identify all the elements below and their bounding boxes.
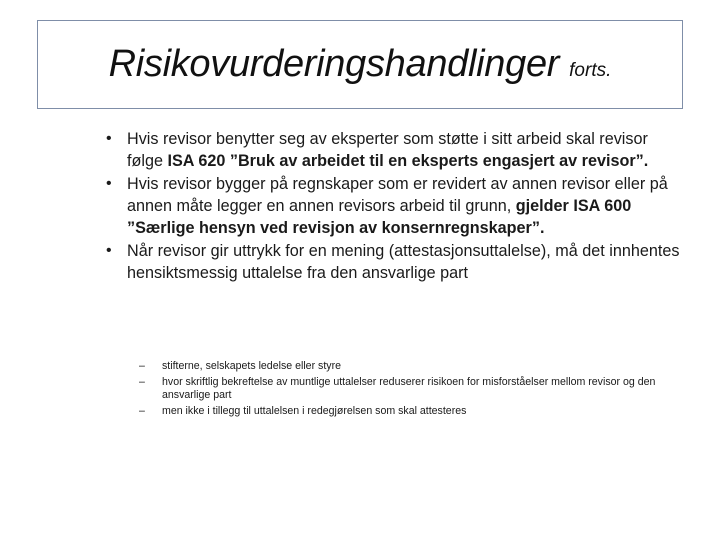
bullet-mark: •: [106, 242, 112, 259]
slide-title: Risikovurderingshandlinger: [108, 43, 560, 85]
title-box: [37, 20, 683, 109]
sub-item-text: stifterne, selskapets ledelse eller styre: [162, 360, 341, 372]
bullet-item: [106, 173, 686, 239]
bullet-list: [106, 128, 686, 285]
bullet-mark: •: [106, 130, 112, 147]
bullet-text: Når revisor gir uttrykk for en mening (attestasjonsuttalelse), må det innhentes hensiktsmessig uttalelse fra den ansvarlige part: [127, 242, 680, 282]
sub-item: [139, 405, 699, 418]
dash-mark: –: [139, 360, 145, 372]
bullet-item: [106, 240, 686, 284]
sub-item: [139, 360, 699, 373]
bullet-text-bold: ISA 620 ”Bruk av arbeidet til en eksperts engasjert av revisor”.: [167, 152, 649, 170]
bullet-text: Hvis revisor bygger på regnskaper som er revidert av annen revisor eller på annen måte legger en annen revisors arbeid til grunn,: [127, 175, 668, 215]
bullet-text-bold: gjelder ISA 600 ”Særlige hensyn ved revisjon av konsernregnskaper”.: [127, 197, 632, 237]
sub-item: [139, 376, 699, 402]
sub-list: [139, 360, 699, 421]
dash-mark: –: [139, 376, 145, 388]
bullet-mark: •: [106, 175, 112, 192]
slide-title-suffix: forts.: [569, 59, 612, 81]
sub-item-text: men ikke i tillegg til uttalelsen i redegjørelsen som skal attesteres: [162, 405, 467, 417]
bullet-text: Hvis revisor benytter seg av eksperter som støtte i sitt arbeid skal revisor følge: [127, 130, 648, 170]
sub-item-text: hvor skriftlig bekreftelse av muntlige uttalelser reduserer risikoen for misforståelser mellom revisor og den ansvarlige part: [162, 376, 656, 401]
dash-mark: –: [139, 405, 145, 417]
bullet-item: [106, 128, 686, 172]
